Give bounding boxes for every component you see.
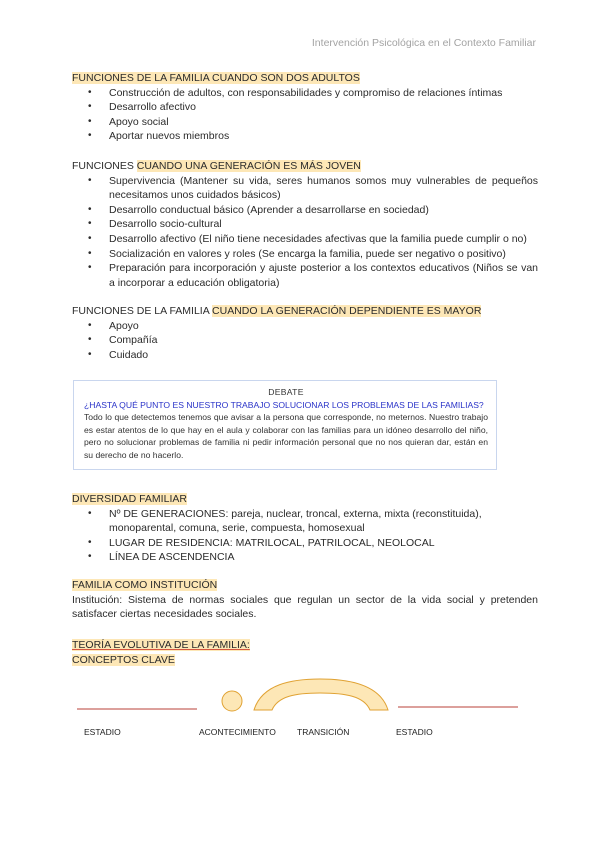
list-item: • Cuidado: [72, 348, 538, 363]
list-item: • Compañía: [72, 333, 538, 348]
stage-transition-diagram: [0, 670, 600, 750]
bullet-list: [72, 507, 538, 565]
label-estadio-1: ESTADIO: [84, 727, 121, 737]
debate-title: DEBATE: [268, 387, 304, 397]
section-title: [72, 578, 538, 593]
list-item: • Apoyo social: [72, 115, 538, 130]
list-item: • Desarrollo conductual básico (Aprender a desarrollarse en sociedad): [72, 203, 538, 218]
section-diversidad: [72, 492, 538, 565]
label-estadio-2: ESTADIO: [396, 727, 433, 737]
section-title: FUNCIONES DE LA FAMILIA CUANDO LA GENERACIÓN DEPENDIENTE ES MAYOR: [72, 305, 482, 317]
highlighted-title: CUANDO UNA GENERACIÓN ES MÁS JOVEN: [136, 160, 361, 172]
section-title: FUNCIONES CUANDO UNA GENERACIÓN ES MÁS JOVEN: [72, 160, 361, 172]
running-header: Intervención Psicológica en el Contexto Familiar: [311, 37, 536, 49]
transition-arch: [254, 679, 388, 710]
list-item: • Desarrollo afectivo: [72, 100, 538, 115]
list-item: • Construcción de adultos, con responsabilidades y compromiso de relaciones íntimas: [72, 86, 538, 101]
section-teoria: [72, 638, 538, 667]
highlighted-subtitle: CONCEPTOS CLAVE: [72, 653, 175, 666]
highlighted-title: FUNCIONES DE LA FAMILIA CUANDO SON DOS ADULTOS: [72, 72, 360, 84]
bullet-list: [72, 86, 538, 144]
highlighted-title: DIVERSIDAD FAMILIAR: [72, 493, 187, 505]
list-item: • Socialización en valores y roles (Se encarga la familia, puede ser negativo o positivo): [72, 247, 538, 262]
section-institucion: [72, 578, 538, 622]
section-adultos: [72, 71, 538, 144]
section-mayor: [72, 304, 538, 362]
label-transicion: TRANSICIÓN: [297, 727, 350, 737]
list-item: • Supervivencia (Mantener su vida, seres humanos somos muy vulnerables de pequeños necesitamos unos cuidados básicos): [72, 174, 538, 203]
list-item: • Desarrollo socio-cultural: [72, 217, 538, 232]
paragraph: Institución: Sistema de normas sociales que regulan un sector de la vida social y pretenden satisfacer ciertas necesidades sociales.: [72, 593, 538, 621]
bullet-list: [72, 174, 538, 291]
list-item: • Desarrollo afectivo (El niño tiene necesidades afectivas que la familia puede cumplir o no): [72, 232, 538, 247]
list-item: • LUGAR DE RESIDENCIA: MATRILOCAL, PATRILOCAL, NEOLOCAL: [72, 536, 538, 551]
list-item: • Nº DE GENERACIONES: pareja, nuclear, troncal, externa, mixta (reconstituida), monoparental, comuna, serie, compuesta, homosexual: [72, 507, 538, 536]
label-acontecimiento: ACONTECIMIENTO: [199, 727, 276, 737]
event-circle: [222, 691, 242, 711]
section-subtitle: [72, 653, 538, 668]
list-item: • Preparación para incorporación y ajuste posterior a los contextos educativos (Niños se van a incorporar a educación obligatoria): [72, 261, 538, 290]
section-joven: [72, 159, 538, 290]
list-item: • Aportar nuevos miembros: [72, 129, 538, 144]
highlighted-title: CUANDO LA GENERACIÓN DEPENDIENTE ES MAYOR: [212, 305, 482, 317]
highlighted-title: FAMILIA COMO INSTITUCIÓN: [72, 579, 218, 591]
debate-body: Todo lo que detectemos tenemos que avisar a la persona que corresponde, no meternos. Nuestro trabajo es estar atentos de lo que hay en el aula y colaborar con las familias para un idóneo desarrollo del niño, pero no solucionar problemas de familia ni pedir información personal que no nos quieran dar, están en su derecho de no hacerlo.: [84, 412, 488, 460]
section-title: [72, 638, 538, 653]
section-title: [72, 492, 538, 507]
debate-question: ¿HASTA QUÉ PUNTO ES NUESTRO TRABAJO SOLUCIONAR LOS PROBLEMAS DE LAS FAMILIAS?: [84, 399, 484, 410]
bullet-list: [72, 319, 538, 363]
highlighted-underlined-title: TEORÍA EVOLUTIVA DE LA FAMILIA:: [72, 639, 250, 651]
list-item: • LÍNEA DE ASCENDENCIA: [72, 550, 538, 565]
list-item: • Apoyo: [72, 319, 538, 334]
debate-box: [73, 380, 497, 470]
section-title: [72, 71, 538, 86]
